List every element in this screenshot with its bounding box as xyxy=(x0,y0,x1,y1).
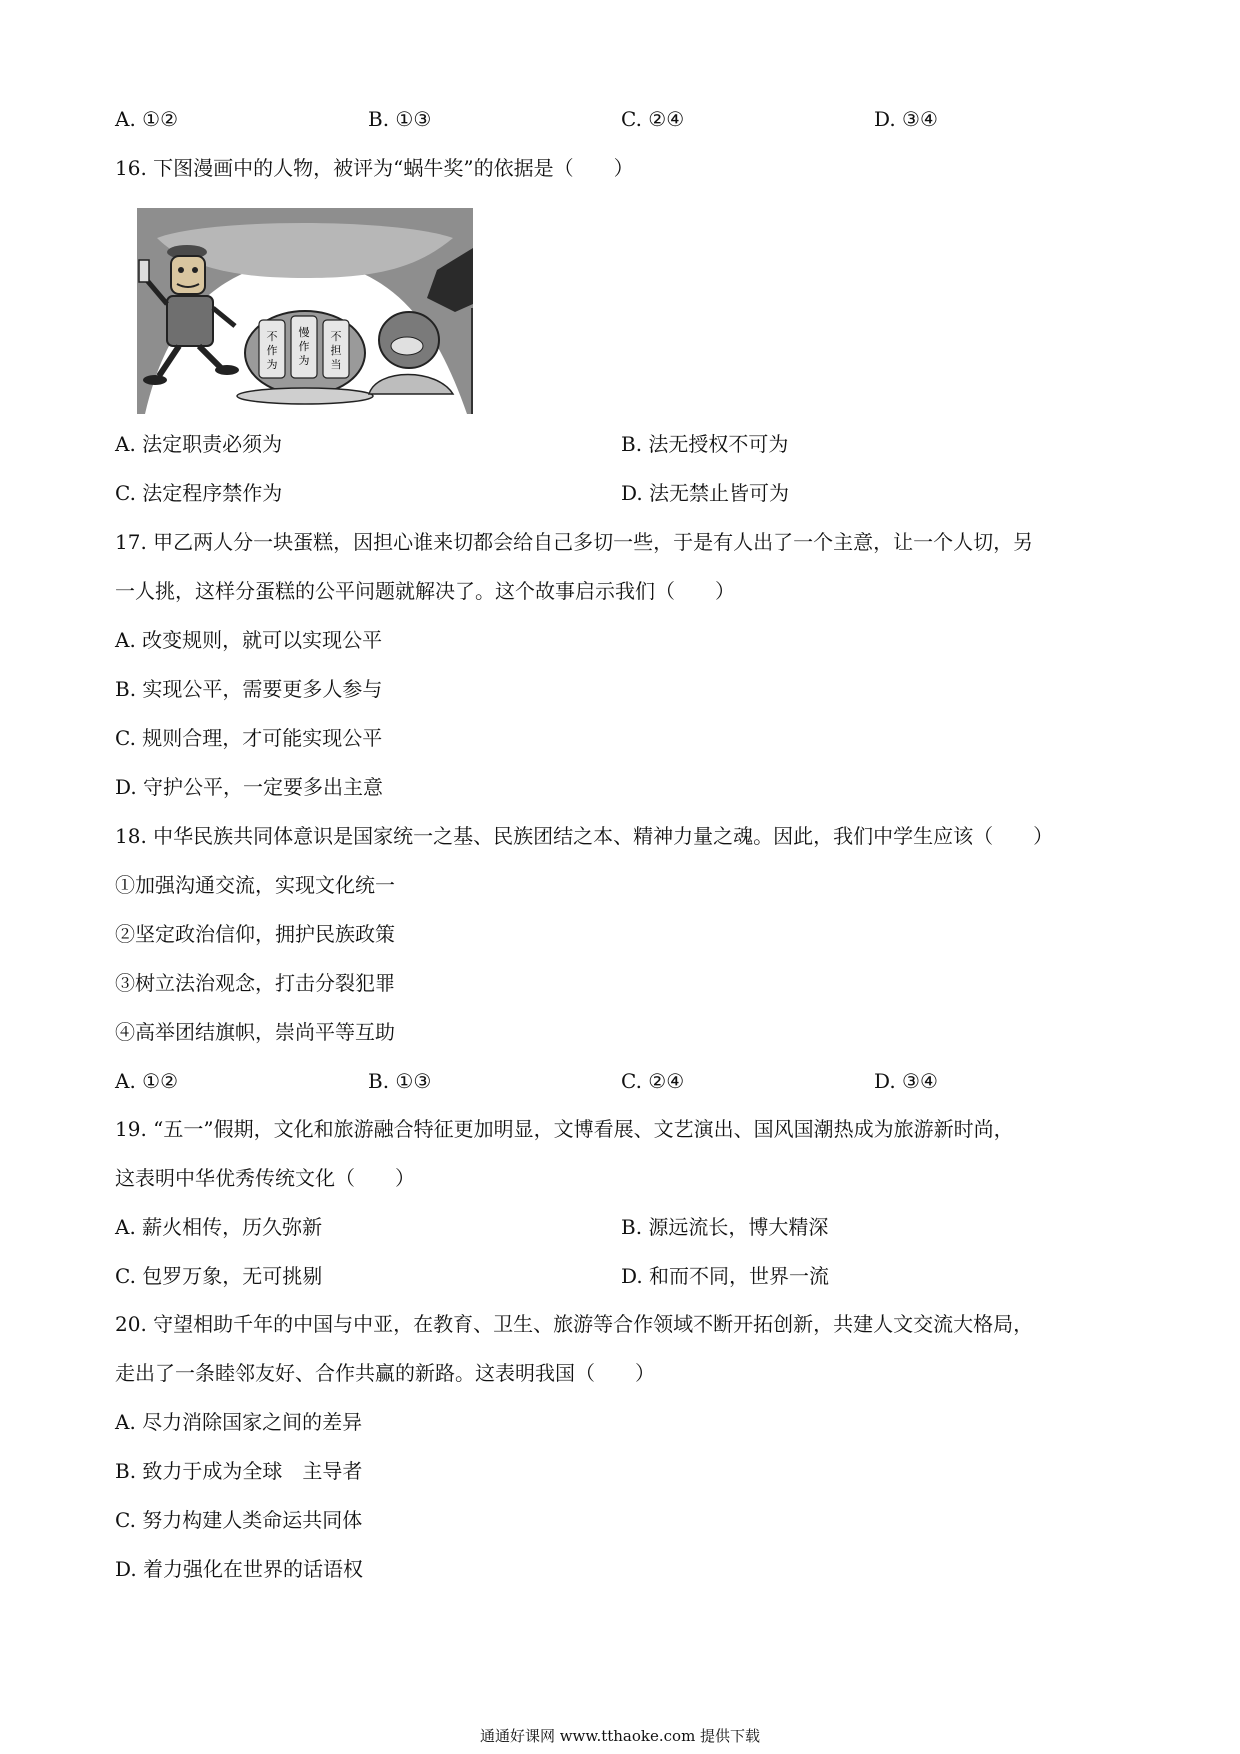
q16-option-d: D. 法无禁止皆可为 xyxy=(621,481,790,505)
q19-option-c: C. 包罗万象，无可挑剔 xyxy=(115,1264,323,1288)
q18-item-1: ①加强沟通交流，实现文化统一 xyxy=(115,873,395,897)
shell-label-2c: 为 xyxy=(298,354,310,367)
q19-stem-line1: 19. “五一”假期，文化和旅游融合特征更加明显，文博看展、文艺演出、国风国潮热成为旅游新时尚， xyxy=(115,1117,1014,1141)
q15-option-b: B. ①③ xyxy=(368,107,432,131)
shell-label-3c: 当 xyxy=(330,358,342,371)
shell-label-3b: 担 xyxy=(330,344,342,357)
q18-option-c: C. ②④ xyxy=(621,1069,685,1093)
q20-option-d: D. 着力强化在世界的话语权 xyxy=(115,1557,364,1581)
q15-option-c: C. ②④ xyxy=(621,107,685,131)
shell-label-1b: 作 xyxy=(266,344,278,357)
q17-stem-line2: 一人挑，这样分蛋糕的公平问题就解决了。这个故事启示我们（ ） xyxy=(115,579,735,603)
q20-stem-line2: 走出了一条睦邻友好、合作共赢的新路。这表明我国（ ） xyxy=(115,1361,655,1385)
snail-award-cartoon xyxy=(137,208,473,414)
q16-stem: 16. 下图漫画中的人物，被评为“蜗牛奖”的依据是（ ） xyxy=(115,156,634,180)
q15-option-d: D. ③④ xyxy=(874,107,938,131)
q15-option-a: A. ①② xyxy=(115,107,179,131)
shell-label-1: 不 xyxy=(266,330,278,343)
q17-option-a: A. 改变规则，就可以实现公平 xyxy=(115,628,383,652)
q18-option-d: D. ③④ xyxy=(874,1069,938,1093)
q16-option-a: A. 法定职责必须为 xyxy=(115,432,283,456)
q18-option-b: B. ①③ xyxy=(368,1069,432,1093)
q18-option-a: A. ①② xyxy=(115,1069,179,1093)
page-footer: 通通好课网 www.tthaoke.com 提供下载 xyxy=(479,1727,761,1745)
shell-label-3: 不 xyxy=(330,330,342,343)
q17-option-b: B. 实现公平，需要更多人参与 xyxy=(115,677,383,701)
q16-option-c: C. 法定程序禁作为 xyxy=(115,481,283,505)
q16-option-b: B. 法无授权不可为 xyxy=(621,432,789,456)
q19-stem-line2: 这表明中华优秀传统文化（ ） xyxy=(115,1166,415,1190)
q18-item-2: ②坚定政治信仰，拥护民族政策 xyxy=(115,922,395,946)
q20-option-c: C. 努力构建人类命运共同体 xyxy=(115,1508,363,1532)
shell-label-2b: 作 xyxy=(298,340,310,353)
q18-item-4: ④高举团结旗帜，崇尚平等互助 xyxy=(115,1020,395,1044)
q18-stem: 18. 中华民族共同体意识是国家统一之基、民族团结之本、精神力量之魂。因此，我们中学生应该（ ） xyxy=(115,824,1054,848)
q17-stem-line1: 17. 甲乙两人分一块蛋糕，因担心谁来切都会给自己多切一些，于是有人出了一个主意，让一个人切，另 xyxy=(115,530,1034,554)
q19-option-b: B. 源远流长，博大精深 xyxy=(621,1215,829,1239)
q20-option-b: B. 致力于成为全球 主导者 xyxy=(115,1459,363,1483)
shell-label-1c: 为 xyxy=(266,358,278,371)
q18-item-3: ③树立法治观念，打击分裂犯罪 xyxy=(115,971,395,995)
q19-option-a: A. 薪火相传，历久弥新 xyxy=(115,1215,323,1239)
shell-label-2: 慢 xyxy=(298,326,310,339)
q17-option-c: C. 规则合理，才可能实现公平 xyxy=(115,726,383,750)
q20-option-a: A. 尽力消除国家之间的差异 xyxy=(115,1410,363,1434)
q19-option-d: D. 和而不同，世界一流 xyxy=(621,1264,830,1288)
q17-option-d: D. 守护公平，一定要多出主意 xyxy=(115,775,384,799)
q20-stem-line1: 20. 守望相助千年的中国与中亚，在教育、卫生、旅游等合作领域不断开拓创新，共建人文交流大格局， xyxy=(115,1312,1034,1336)
